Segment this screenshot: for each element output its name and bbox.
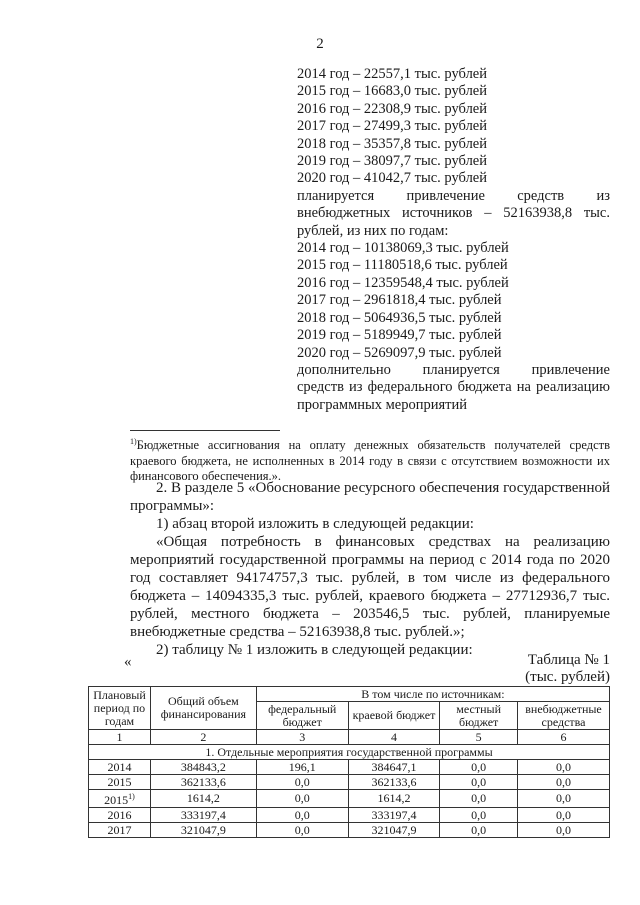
regional-cell: 321047,9 bbox=[348, 823, 440, 838]
footnote-mark: 1) bbox=[130, 437, 137, 446]
local-cell: 0,0 bbox=[440, 790, 518, 808]
local-cell: 0,0 bbox=[440, 808, 518, 823]
additional-rest: средств из федерального бюджета на реализацию программных мероприятий bbox=[297, 379, 610, 413]
total-cell: 321047,9 bbox=[150, 823, 256, 838]
paragraph: 1) абзац второй изложить в следующей редакции: bbox=[156, 516, 474, 532]
column-number: 4 bbox=[348, 730, 440, 745]
year-cell: 2017 bbox=[107, 822, 132, 837]
table-row bbox=[89, 775, 610, 790]
federal-cell: 0,0 bbox=[256, 808, 348, 823]
year-cell: 2015 bbox=[107, 774, 132, 789]
paragraph: «Общая потребность в финансовых средствах на реализацию мероприятий государственной программы на период с 2014 года по 2020 год составляет 94174757,3 тыс. рублей, в том числе из федерального бюджета – 14094335,3 тыс. рублей, краевого бюджета – 27712936,7 тыс. рублей, местного бюджета – 203546,5 тыс. рублей, планируемые внебюджетные средства – 52163938,8 тыс. рублей.»; bbox=[130, 534, 610, 640]
offbudget-line: 2019 год – 5189949,7 тыс. рублей bbox=[297, 327, 502, 344]
total-cell: 362133,6 bbox=[150, 775, 256, 790]
federal-cell: 196,1 bbox=[256, 760, 348, 775]
local-cell: 0,0 bbox=[440, 823, 518, 838]
section-title: 1. Отдельные мероприятия государственной программы bbox=[89, 745, 610, 760]
column-number: 6 bbox=[518, 730, 610, 745]
column-number: 3 bbox=[256, 730, 348, 745]
year-cell: 2015 bbox=[104, 793, 129, 807]
header-local: местный бюджет bbox=[440, 702, 518, 730]
offbudget-cell: 0,0 bbox=[518, 790, 610, 808]
additional-first-line: дополнительно планируется привлечение bbox=[297, 361, 610, 378]
offbudget-intro: планируется привлечение средств из внебюджетных источников – 52163938,8 тыс. рублей, из них по годам: bbox=[297, 187, 610, 239]
federal-cell: 0,0 bbox=[256, 775, 348, 790]
header-regional: краевой бюджет bbox=[348, 702, 440, 730]
page-number: 2 bbox=[316, 36, 324, 52]
footnote-ref: 1) bbox=[128, 792, 135, 801]
total-cell: 384843,2 bbox=[150, 760, 256, 775]
offbudget-cell: 0,0 bbox=[518, 808, 610, 823]
total-cell: 1614,2 bbox=[150, 790, 256, 808]
table-title: Таблица № 1 bbox=[527, 652, 610, 668]
regional-cell: 333197,4 bbox=[348, 808, 440, 823]
header-total: Общий объем финансирования bbox=[150, 687, 256, 730]
offbudget-line: 2020 год – 5269097,9 тыс. рублей bbox=[297, 344, 502, 361]
offbudget-line: 2015 год – 11180518,6 тыс. рублей bbox=[297, 257, 508, 274]
offbudget-cell: 0,0 bbox=[518, 775, 610, 790]
header-group: В том числе по источникам: bbox=[256, 687, 609, 702]
budget-line: 2020 год – 41042,7 тыс. рублей bbox=[297, 170, 488, 187]
opening-quote: « bbox=[124, 654, 132, 670]
federal-cell: 0,0 bbox=[256, 823, 348, 838]
regional-cell: 362133,6 bbox=[348, 775, 440, 790]
table-caption bbox=[525, 652, 610, 686]
regional-cell: 1614,2 bbox=[348, 790, 440, 808]
footnote-divider bbox=[130, 430, 280, 431]
total-cell: 333197,4 bbox=[150, 808, 256, 823]
budget-line: 2014 год – 22557,1 тыс. рублей bbox=[297, 66, 488, 82]
local-cell: 0,0 bbox=[440, 760, 518, 775]
offbudget-cell: 0,0 bbox=[518, 823, 610, 838]
budget-line: 2016 год – 22308,9 тыс. рублей bbox=[297, 100, 488, 117]
budget-line: 2019 год – 38097,7 тыс. рублей bbox=[297, 153, 488, 170]
federal-cell: 0,0 bbox=[256, 790, 348, 808]
offbudget-line: 2017 год – 2961818,4 тыс. рублей bbox=[297, 292, 502, 309]
column-number: 2 bbox=[150, 730, 256, 745]
regional-cell: 384647,1 bbox=[348, 760, 440, 775]
table-row bbox=[89, 790, 610, 808]
header-period: Плановый период по годам bbox=[89, 687, 151, 730]
budget-line: 2015 год – 16683,0 тыс. рублей bbox=[297, 83, 488, 100]
offbudget-line: 2018 год – 5064936,5 тыс. рублей bbox=[297, 309, 502, 326]
offbudget-line: 2016 год – 12359548,4 тыс. рублей bbox=[297, 274, 509, 291]
table-row bbox=[89, 760, 610, 775]
footnote bbox=[130, 434, 610, 485]
paragraph: 2) таблицу № 1 изложить в следующей редакции: bbox=[156, 642, 473, 658]
table-units: (тыс. рублей) bbox=[525, 669, 610, 685]
paragraph: 2. В разделе 5 «Обоснование ресурсного обеспечения государственной программы»: bbox=[130, 480, 610, 514]
table-row bbox=[89, 808, 610, 823]
year-cell: 2014 bbox=[107, 759, 132, 774]
column-number-row bbox=[89, 730, 610, 745]
amendment-text bbox=[130, 479, 610, 659]
funding-table bbox=[88, 686, 610, 838]
column-number: 5 bbox=[440, 730, 518, 745]
right-column bbox=[297, 66, 610, 414]
budget-line: 2017 год – 27499,3 тыс. рублей bbox=[297, 118, 488, 135]
year-cell: 2016 bbox=[107, 807, 132, 822]
table-row bbox=[89, 823, 610, 838]
header-federal: федеральный бюджет bbox=[256, 702, 348, 730]
budget-line: 2018 год – 35357,8 тыс. рублей bbox=[297, 135, 488, 152]
header-offbudget: внебюджетные средства bbox=[518, 702, 610, 730]
column-number: 1 bbox=[89, 730, 151, 745]
offbudget-line: 2014 год – 10138069,3 тыс. рублей bbox=[297, 240, 509, 257]
local-cell: 0,0 bbox=[440, 775, 518, 790]
offbudget-cell: 0,0 bbox=[518, 760, 610, 775]
footnote-text: Бюджетные ассигнования на оплату денежных обязательств получателей средств краевого бюджета, не исполненных в 2014 году в связи с отсутствием возможности их финансового обеспечения.». bbox=[130, 438, 610, 484]
